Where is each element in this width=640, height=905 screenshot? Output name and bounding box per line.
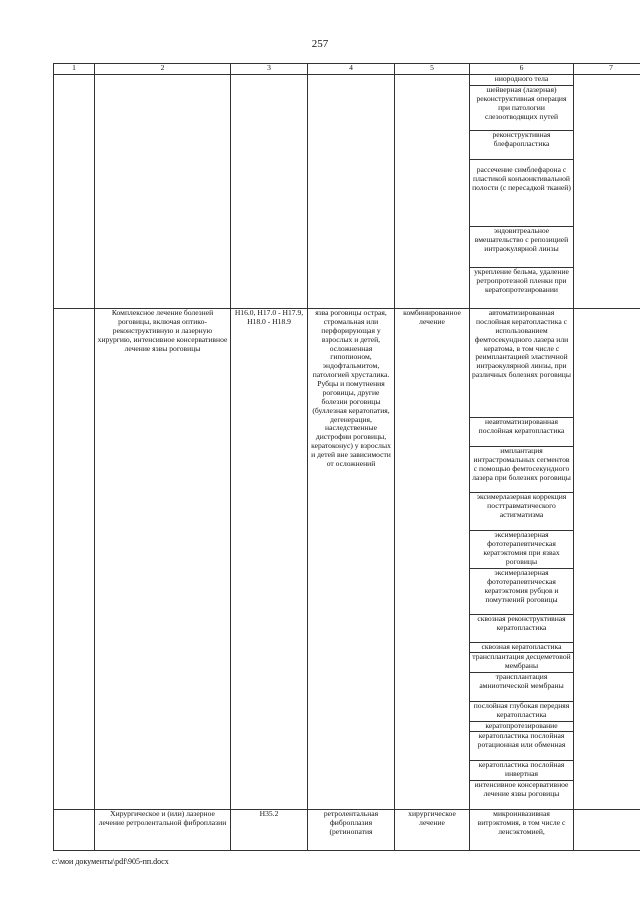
method-cell: трансплантация десцеметовой мембраны: [470, 653, 574, 673]
cell-empty: [308, 75, 395, 309]
cell-empty: [395, 75, 470, 309]
cell-empty: [95, 75, 231, 309]
service-name-cell: Комплексное лечение болезней роговицы, включая оптико-реконструктивную и лазерную хирургию, интенсивное консервативное лечение язвы роговицы: [95, 309, 231, 810]
cell-empty: [54, 309, 95, 810]
cell-empty: [574, 75, 640, 309]
method-cell: послойная глубокая передняя кератопластика: [470, 702, 574, 722]
method-cell: шейверная (лазерная) реконструктивная операция при патологии слезоотводящих путей: [470, 86, 574, 131]
header-col-6: 6: [470, 64, 574, 75]
header-col-1: 1: [54, 64, 95, 75]
services-table: [53, 63, 640, 851]
cell-empty: [54, 75, 95, 309]
method-cell: интенсивное консервативное лечение язвы роговицы: [470, 781, 574, 810]
icd-codes-cell: H16.0, H17.0 - H17.9, H18.0 - H18.9: [231, 309, 308, 810]
table-row: [54, 75, 640, 86]
method-cell: ниородного тела: [470, 75, 574, 86]
method-cell: имплантация интрастромальных сегментов с помощью фемтосекундного лазера при болезнях роговицы: [470, 447, 574, 493]
cell-empty: [574, 309, 640, 810]
header-col-3: 3: [231, 64, 308, 75]
method-cell: неавтоматизированная послойная кератопластика: [470, 418, 574, 447]
header-col-4: 4: [308, 64, 395, 75]
header-col-2: 2: [95, 64, 231, 75]
method-cell: сквозная кератопластика: [470, 643, 574, 653]
header-col-5: 5: [395, 64, 470, 75]
treatment-type-cell: хирургическое лечение: [395, 810, 470, 851]
treatment-type-cell: комбинированное лечение: [395, 309, 470, 810]
service-name-cell: Хирургическое и (или) лазерное лечение ретролентальной фиброплазии: [95, 810, 231, 851]
method-cell: эндовитреальное вмешательство с репозицией интраокулярной линзы: [470, 227, 574, 268]
method-cell: рассечение симблефарона с пластикой конъюнктивальной полости (с пересадкой тканей): [470, 160, 574, 227]
method-cell: укрепление бельма, удаление ретропротезной пленки при кератопротезировании: [470, 268, 574, 309]
cell-empty: [231, 75, 308, 309]
page-number: 257: [311, 38, 329, 50]
cell-empty: [54, 810, 95, 851]
method-cell: микроинвазивная витрэктомия, в том числе с ленсэктомией,: [470, 810, 574, 851]
patient-model-cell: ретролентальная фиброплазия (ретинопатия: [308, 810, 395, 851]
method-cell: автоматизированная послойная кератопластика с использованием фемтосекундного лазера или кератома, в том числе с реимплантацией эластичной интраокулярной линзы, при различных болезнях роговицы: [470, 309, 574, 418]
table-header-row: [54, 64, 640, 75]
method-cell: трансплантация амниотической мембраны: [470, 673, 574, 702]
patient-model-cell: язва роговицы острая, стромальная или перфорирующая у взрослых и детей, осложненная гипопионом, эндофтальмитом, патологией хрусталика. Рубцы и помутнения роговицы, другие болезни роговицы (буллезная кератопатия, дегенерация, наследственные дистрофии роговицы, кератоконус) у взрослых и детей вне зависимости от осложнений: [308, 309, 395, 810]
method-cell: сквозная реконструктивная кератопластика: [470, 615, 574, 643]
file-path-footer: c:\мои документы\pdf\905-пп.docx: [52, 857, 169, 866]
header-col-7: 7: [574, 64, 640, 75]
method-cell: кератопластика послойная инвертная: [470, 761, 574, 781]
method-cell: эксимерлазерная фототерапевтическая кератэктомия при язвах роговицы: [470, 531, 574, 569]
icd-codes-cell: H35.2: [231, 810, 308, 851]
method-cell: эксимерлазерная фототерапевтическая кератэктомия рубцов и помутнений роговицы: [470, 569, 574, 615]
method-cell: кератопротезирование: [470, 722, 574, 732]
table-row: [54, 309, 640, 418]
table-row: [54, 810, 640, 851]
method-cell: эксимерлазерная коррекция посттравматического астигматизма: [470, 493, 574, 531]
method-cell: реконструктивная блефаропластика: [470, 131, 574, 160]
cell-empty: [574, 810, 640, 851]
method-cell: кератопластика послойная ротационная или обменная: [470, 732, 574, 761]
